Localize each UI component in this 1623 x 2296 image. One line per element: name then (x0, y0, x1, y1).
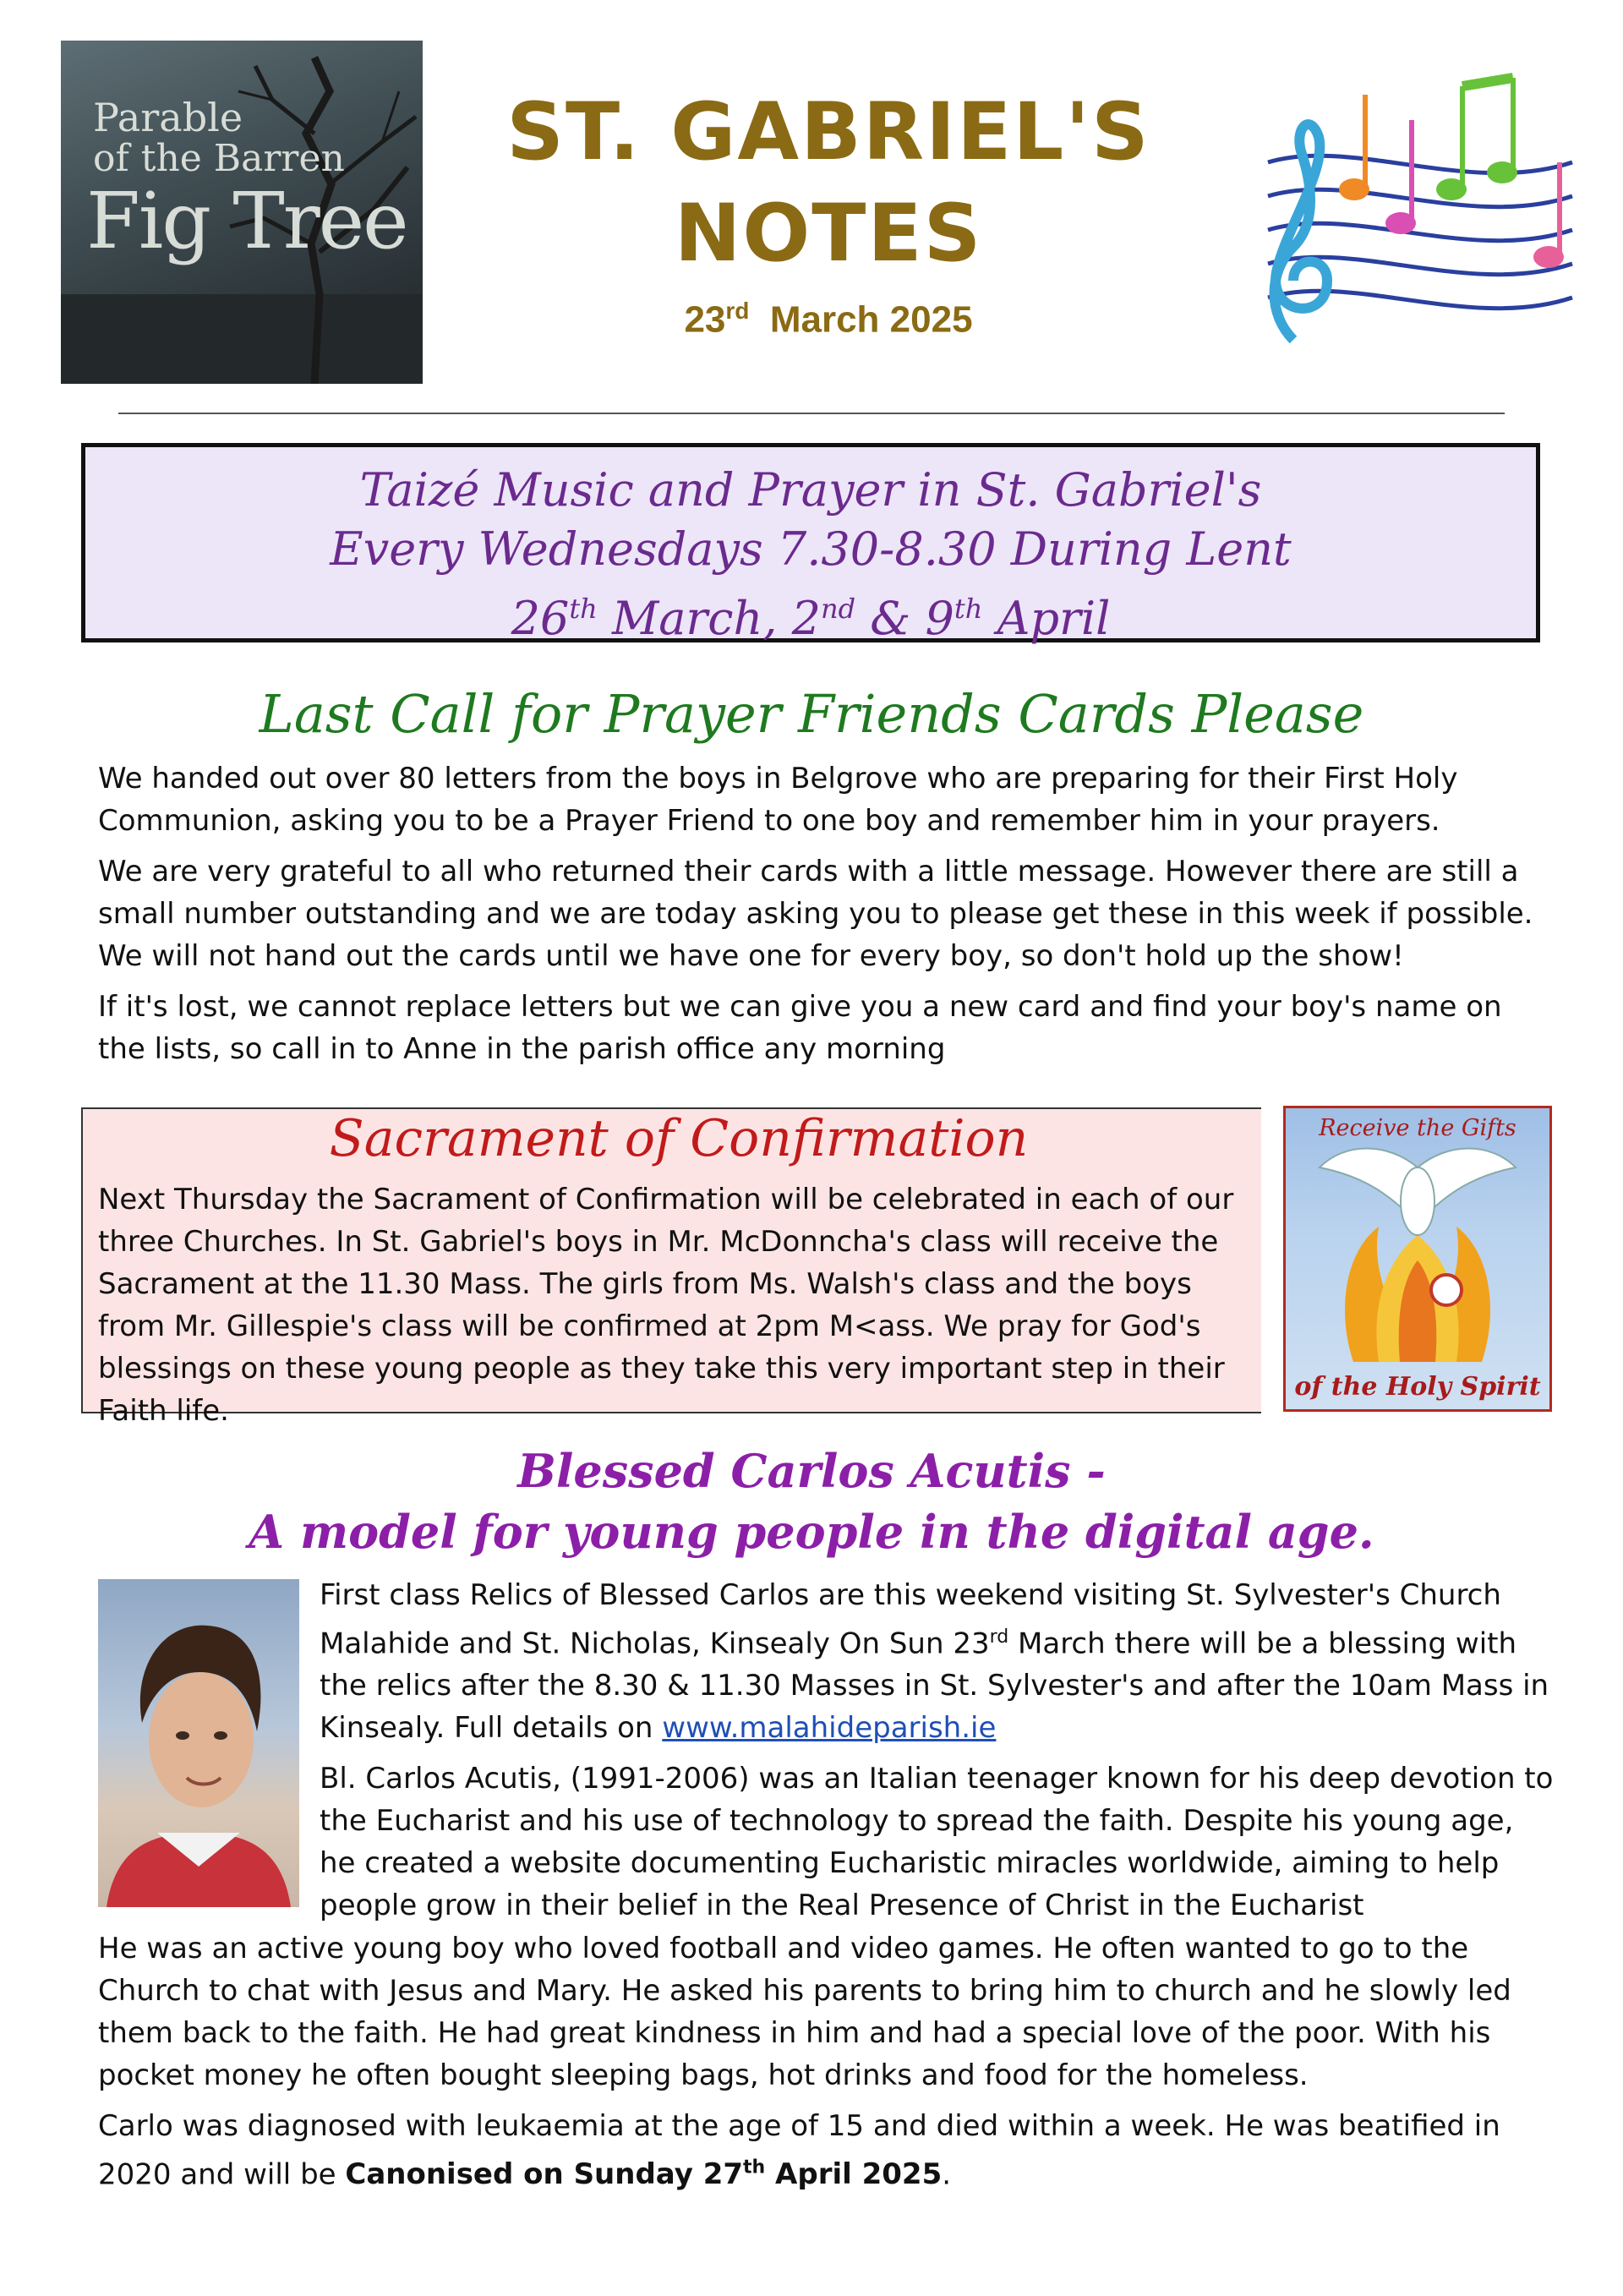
canonisation-date (345, 2157, 942, 2191)
taize-date-a: 26 (511, 592, 570, 645)
prayer-friends-paragraph-2: We are very grateful to all who returned their cards with a little message. However there are still a small number outstanding and we are today asking you to please get these in this week if possible. We will not hand out the cards until we have one for every boy, so don't hold up the show! (98, 855, 1533, 973)
holy-spirit-bottom-text: of the Holy Spirit (1294, 1372, 1541, 1402)
prayer-friends-paragraph-3: If it's lost, we cannot replace letters but we can give you a new card and find your boy's name on the lists, so call in to Anne in the parish office any morning (98, 990, 1502, 1066)
confirmation-body: Next Thursday the Sacrament of Confirmation will be celebrated in each of our three Churches. In St. Gabriel's boys in Mr. McDonncha's class will receive the Sacrament at the 11.30 Mass. The girls from Ms. Walsh's class and the boys from Mr. Gillespie's class will be confirmed at 2pm M<ass. We pray for God's blessings on these young people as they take this very important step in their Faith life. (98, 1183, 1234, 1428)
carlos-heading-2: A model for young people in the digital age. (249, 1505, 1374, 1559)
prayer-friends-paragraph-1: We handed out over 80 letters from the boys in Belgrove who are preparing for their First Holy Communion, asking you to be a Prayer Friend to one boy and remember him in your prayers. (98, 762, 1458, 838)
malahide-parish-link[interactable]: www.malahideparish.ie (662, 1711, 997, 1746)
header-divider (118, 413, 1505, 414)
prayer-friends-body (98, 757, 1535, 1079)
carlos-heading-1: Blessed Carlos Acutis - (517, 1444, 1106, 1498)
date-day: 23 (684, 298, 726, 341)
taize-line-2: Every Wednesdays 7.30-8.30 During Lent (330, 522, 1292, 576)
confirmation-heading: Sacrament of Confirmation (329, 1109, 1029, 1168)
holy-spirit-top-text: Receive the Gifts (1319, 1115, 1516, 1141)
date-suffix: rd (725, 298, 750, 324)
newsletter-title-line1: ST. GABRIEL'S (506, 86, 1150, 178)
taize-line-1: Taizé Music and Prayer in St. Gabriel's (359, 463, 1262, 517)
music-notes-icon (1217, 61, 1589, 365)
fig-tree-image (61, 41, 423, 384)
canonisation-date-a: Canonised on Sunday 27 (345, 2157, 744, 2192)
issue-date (423, 298, 1234, 342)
taize-date-c: & 9 (855, 592, 954, 645)
carlos-paragraph-1-b: March there will be a blessing with the relics after the 8.30 & 11.30 Masses in St. Sylvester's and after the 10am Mass in Kinsealy. Full details on (320, 1626, 1549, 1746)
carlos-paragraph-1-a: First class Relics of Blessed Carlos are this weekend visiting St. Sylvester's Church Malahide and St. Nicholas, Kinsealy On Sun 23 (320, 1578, 1501, 1661)
prayer-friends-heading: Last Call for Prayer Friends Cards Please (259, 683, 1364, 745)
canonisation-date-sup: th (743, 2157, 766, 2178)
fig-tree-text-2: of the Barren (93, 137, 345, 180)
taize-date-b: March, 2 (597, 592, 821, 645)
taize-date-d: April (982, 592, 1111, 645)
carlos-paragraph-3: He was an active young boy who loved football and video games. He often wanted to go to the Church to chat with Jesus and Mary. He asked his parents to bring him to church and he slowly led them back to the faith. He had great kindness in him and had a special love of the poor. With his pocket money he often bought sleeping bags, hot drinks and food for the homeless. (98, 1932, 1511, 2092)
carlos-acutis-photo (98, 1579, 299, 1907)
holy-spirit-image (1283, 1106, 1552, 1412)
canonisation-date-b: April 2025 (765, 2157, 943, 2192)
fig-tree-text-3: Fig Tree (86, 176, 407, 266)
date-rest: March 2025 (769, 298, 973, 341)
carlos-paragraph-4 (98, 2105, 1552, 2195)
fig-tree-text-1: Parable (93, 95, 243, 140)
portrait-icon (98, 1579, 299, 1907)
carlos-paragraph-4-end: . (942, 2157, 952, 2192)
taize-line-3 (85, 579, 1536, 648)
carlos-life-section (98, 1927, 1552, 2204)
newsletter-title-line2: NOTES (674, 188, 983, 280)
dove-flames-icon (1286, 1108, 1549, 1409)
carlos-paragraph-4-a: Carlo was diagnosed with leukaemia at the age of 15 and died within a week. He was beatified in 2020 and will be (98, 2109, 1500, 2192)
taize-date-b-sup: nd (820, 593, 856, 625)
taize-announcement-box (81, 443, 1540, 645)
taize-date-c-sup: th (954, 593, 983, 625)
taize-date-a-sup: th (569, 593, 598, 625)
carlos-relics-section (320, 1574, 1554, 1935)
carlos-paragraph-1-sup: rd (989, 1626, 1009, 1648)
carlos-paragraph-1 (320, 1574, 1554, 1749)
carlos-paragraph-2: Bl. Carlos Acutis, (1991-2006) was an Italian teenager known for his deep devotion to the Eucharist and his use of technology to spread the faith. Despite his young age, he created a website documenting Eucharistic miracles worldwide, aiming to help people grow in their belief in the Real Presence of Christ in the Eucharist (320, 1762, 1554, 1923)
